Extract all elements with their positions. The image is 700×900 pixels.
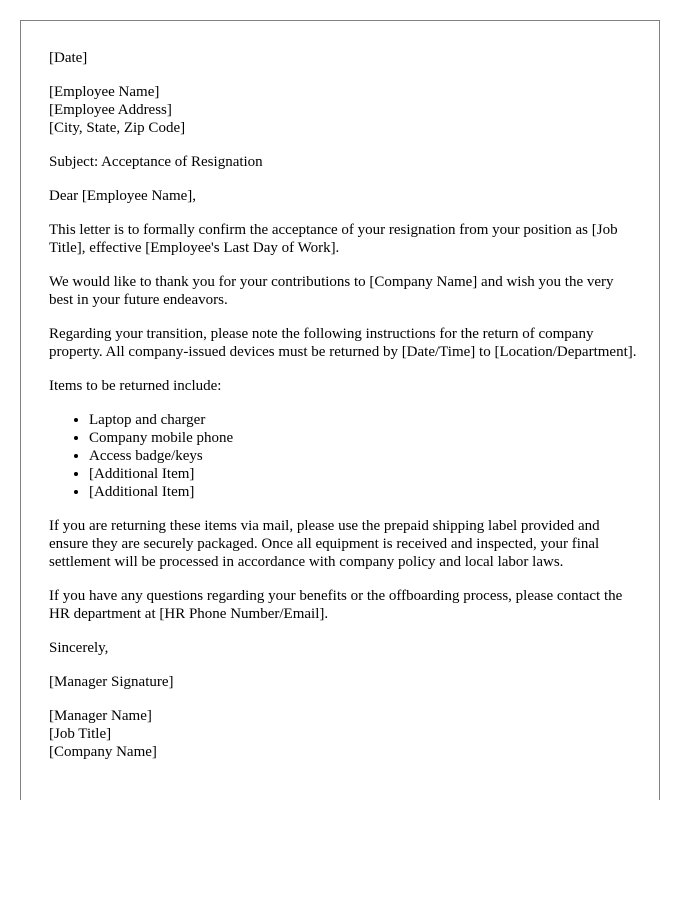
- salutation-block: [49, 187, 639, 205]
- date-block: [49, 49, 639, 67]
- body-paragraph: [49, 221, 639, 257]
- list-item: • Access badge/keys: [89, 447, 639, 465]
- date-line: [Date]: [49, 50, 88, 66]
- body-paragraph: [49, 587, 639, 623]
- closing-block: [49, 639, 639, 657]
- sender-company: [Company Name]: [49, 744, 157, 760]
- list-item: • Laptop and charger: [89, 411, 639, 429]
- subject-line: Subject: Acceptance of Resignation: [49, 154, 263, 170]
- signature-block: [49, 673, 639, 691]
- paragraph-thanks: We would like to thank you for your contributions to [Company Name] and wish you the very best in your future endeavors.: [49, 274, 614, 308]
- body-paragraph: [49, 517, 639, 571]
- paragraph-confirmation: This letter is to formally confirm the acceptance of your resignation from your position as [Job Title], effective [Employee's Last Day of Work].: [49, 222, 618, 256]
- body-paragraph: [49, 273, 639, 309]
- closing: Sincerely,: [49, 640, 109, 656]
- paragraph-items-intro: Items to be returned include:: [49, 378, 222, 394]
- paragraph-hr-contact: If you have any questions regarding your benefits or the offboarding process, please contact the HR department at [HR Phone Number/Email].: [49, 588, 623, 622]
- sender-title: [Job Title]: [49, 726, 112, 742]
- sender-name: [Manager Name]: [49, 708, 152, 724]
- subject-block: [49, 153, 639, 171]
- body-paragraph: [49, 377, 639, 395]
- signature-placeholder: [Manager Signature]: [49, 674, 174, 690]
- recipient-address-block: [49, 83, 639, 137]
- sender-block: [49, 707, 639, 761]
- paragraph-transition: Regarding your transition, please note the following instructions for the return of company property. All company-issued devices must be returned by [Date/Time] to [Location/Department].: [49, 326, 637, 360]
- body-paragraph: [49, 325, 639, 361]
- list-item: • [Additional Item]: [89, 483, 639, 501]
- paragraph-mail-instructions: If you are returning these items via mail, please use the prepaid shipping label provided and ensure they are securely packaged. Once all equipment is received and inspected, your final settlement will be processed in accordance with company policy and local labor laws.: [49, 518, 600, 570]
- list-item: • Company mobile phone: [89, 429, 639, 447]
- recipient-address: [Employee Address]: [49, 102, 172, 118]
- recipient-name: [Employee Name]: [49, 84, 160, 100]
- list-item: • [Additional Item]: [89, 465, 639, 483]
- recipient-city-state-zip: [City, State, Zip Code]: [49, 120, 186, 136]
- letter-body: [49, 49, 639, 777]
- letter-page: [20, 20, 660, 800]
- items-to-return-list: [49, 411, 639, 501]
- salutation: Dear [Employee Name],: [49, 188, 197, 204]
